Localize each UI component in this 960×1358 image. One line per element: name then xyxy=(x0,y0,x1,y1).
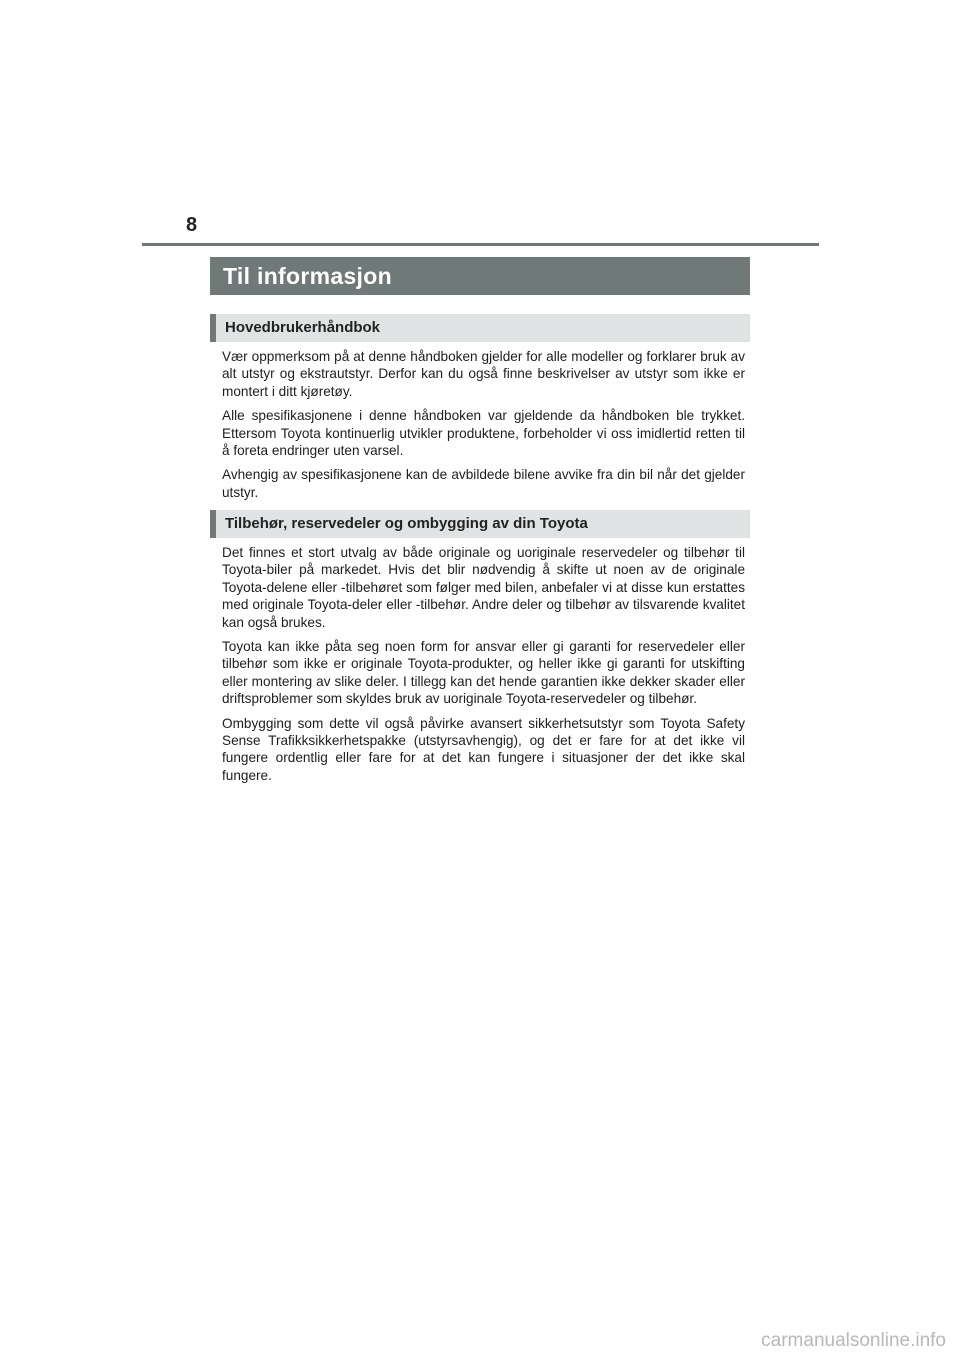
watermark-link[interactable]: carmanualsonline.info xyxy=(761,1330,946,1351)
section-heading-tilbehor: Tilbehør, reservedeler og ombygging av din Toyota xyxy=(210,510,750,538)
paragraph: Alle spesifikasjonene i denne håndboken var gjeldende da håndboken ble trykket. Ettersom Toyota kontinuerlig utvikler produktene, forbeholder vi oss imidlertid retten til å foreta endringer uten varsel. xyxy=(222,408,745,459)
section-body-hovedbrukerhandbok xyxy=(222,348,745,508)
page-number: 8 xyxy=(186,214,198,236)
section-heading-hovedbrukerhandbok: Hovedbrukerhåndbok xyxy=(210,314,750,342)
page-title: Til informasjon xyxy=(210,257,750,295)
paragraph: Vær oppmerksom på at denne håndboken gjelder for alle modeller og forklarer bruk av alt utstyr og ekstrautstyr. Derfor kan du også finne beskrivelser av utstyr som ikke er montert i ditt kjøretøy. xyxy=(222,349,745,399)
section-body-tilbehor xyxy=(222,544,745,791)
paragraph: Avhengig av spesifikasjonene kan de avbildede bilene avvike fra din bil når det gjelder utstyr. xyxy=(222,467,745,500)
paragraph: Ombygging som dette vil også påvirke avansert sikkerhetsutstyr som Toyota Safety Sense Trafikksikkerhetspakke (utstyrsavhengig), og det er fare for at det ikke vil fungere ordentlig eller fare for at det kan fungere i situasjoner der det ikke skal fungere. xyxy=(222,715,745,783)
header-rule xyxy=(142,243,819,246)
paragraph: Det finnes et stort utvalg av både originale og uoriginale reservedeler og tilbehør til Toyota-biler på markedet. Hvis det blir nødvendig å skifte ut noen av de originale Toyota-delene eller -tilbehøret som følger med bilen, anbefaler vi at disse kun erstattes med originale Toyota-deler eller -tilbehør. Andre deler og tilbehør av tilsvarende kvalitet kan også brukes. xyxy=(222,545,745,630)
paragraph: Toyota kan ikke påta seg noen form for ansvar eller gi garanti for reservedeler eller tilbehør som ikke er originale Toyota-produkter, og heller ikke gi garanti for utskifting eller montering av slike deler. I tillegg kan det hende garantien ikke dekker skader eller driftsproblemer som skyldes bruk av uoriginale Toyota-reservedeler og tilbehør. xyxy=(222,639,745,707)
